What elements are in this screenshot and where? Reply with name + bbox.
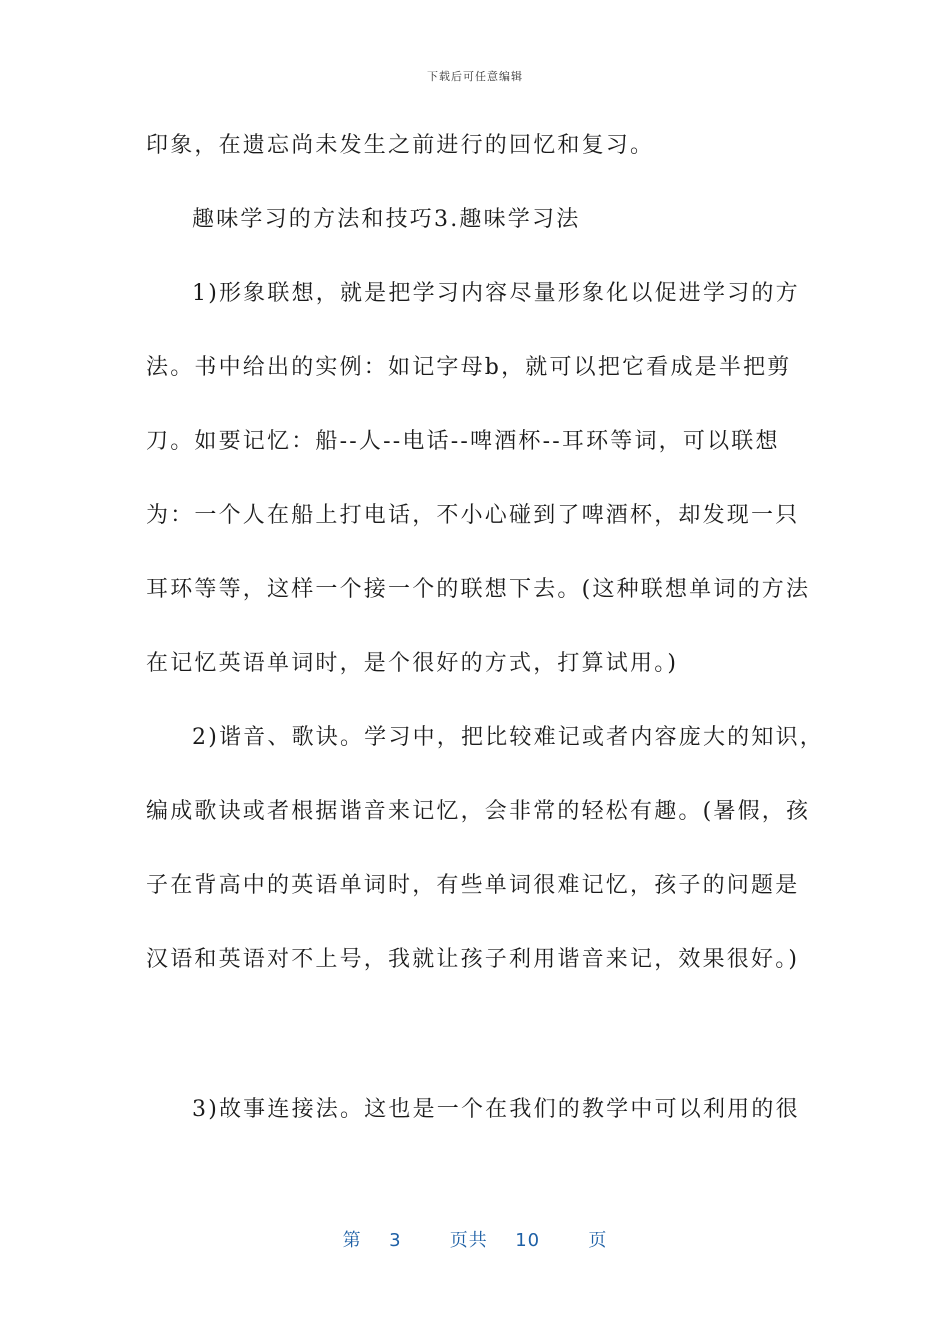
paragraph-line: 耳环等等，这样一个接一个的联想下去。(这种联想单词的方法 [146, 577, 811, 602]
paragraph-line: 印象，在遗忘尚未发生之前进行的回忆和复习。 [146, 133, 655, 158]
footer-middle: 页共 [449, 1230, 488, 1251]
section-heading: 趣味学习的方法和技巧3.趣味学习法 [192, 207, 581, 232]
paragraph-line: 为：一个人在船上打电话，不小心碰到了啤酒杯，却发现一只 [146, 503, 800, 528]
paragraph-line: 汉语和英语对不上号，我就让孩子利用谐音来记，效果很好。) [146, 947, 800, 972]
footer-prefix: 第 [342, 1230, 362, 1251]
page-header-note: 下载后可任意编辑 [427, 70, 523, 83]
paragraph-line: 1)形象联想，就是把学习内容尽量形象化以促进学习的方 [192, 281, 800, 306]
paragraph-line: 子在背高中的英语单词时，有些单词很难记忆，孩子的问题是 [146, 873, 800, 898]
paragraph-line: 2)谐音、歌诀。学习中，把比较难记或者内容庞大的知识， [192, 725, 824, 750]
footer-suffix: 页 [588, 1230, 608, 1251]
footer-current-page: 3 [389, 1230, 402, 1251]
paragraph-line: 在记忆英语单词时，是个很好的方式，打算试用。) [146, 651, 679, 676]
paragraph-line: 3)故事连接法。这也是一个在我们的教学中可以利用的很 [192, 1097, 800, 1122]
paragraph-line: 刀。如要记忆：船--人--电话--啤酒杯--耳环等词，可以联想 [146, 429, 780, 454]
page-number-footer [0, 1226, 950, 1252]
document-body [146, 128, 824, 1166]
footer-total-pages: 10 [515, 1230, 541, 1251]
paragraph-gap [146, 1016, 806, 1092]
paragraph-line: 法。书中给出的实例：如记字母b，就可以把它看成是半把剪 [146, 355, 792, 380]
paragraph-line: 编成歌诀或者根据谐音来记忆，会非常的轻松有趣。(暑假，孩 [146, 799, 811, 824]
